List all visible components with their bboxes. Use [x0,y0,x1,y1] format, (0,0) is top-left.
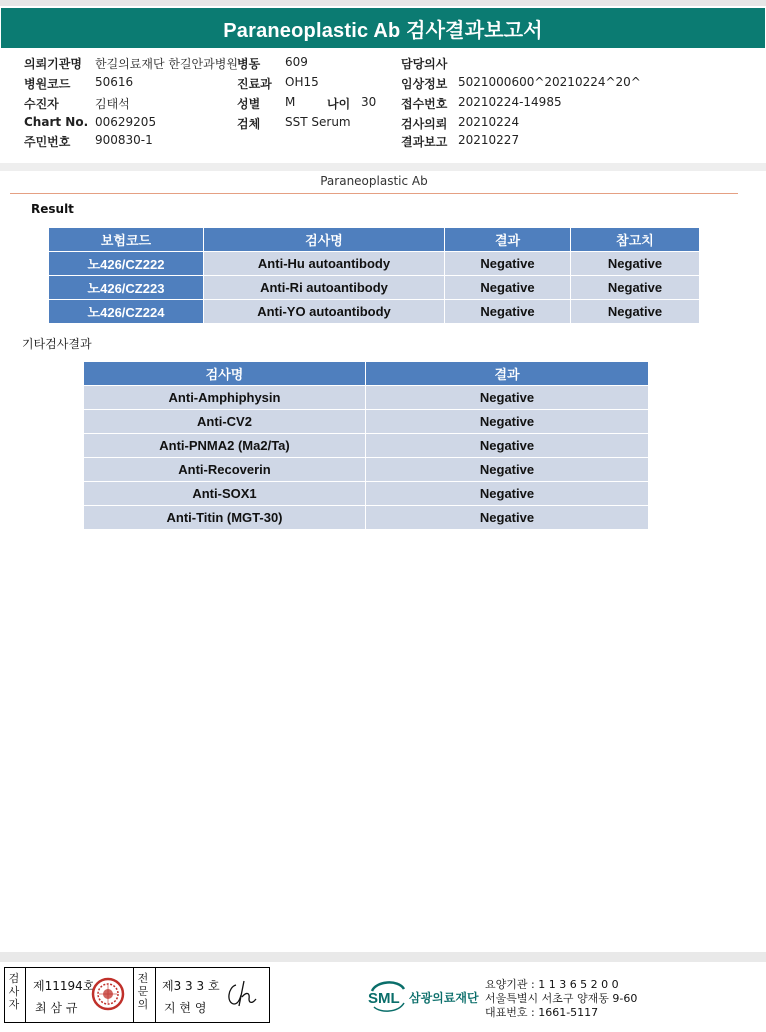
header-reference: 참고치 [571,228,700,252]
specialist-name: 지 현 영 [164,1001,207,1015]
age: 30 [361,95,377,109]
divider [133,968,134,1022]
label-hospital-code: 병원코드 [24,77,71,91]
label-ward: 병동 [237,57,261,71]
section-divider [10,193,738,194]
requesting-institution: 한길의료재단 한길안과병원 [95,57,238,71]
label-requesting-institution: 의뢰기관명 [24,57,82,71]
address: 서울특별시 서초구 양재동 9-60 [485,992,638,1005]
insurance-code: 노426/CZ223 [49,276,204,300]
test-name: Anti-PNMA2 (Ma2/Ta) [84,434,366,458]
inspector-license: 제11194호 [33,979,95,993]
reference-value: Negative [571,300,700,324]
logo-name: 삼광의료재단 [409,991,479,1005]
label-request-date: 검사의뢰 [401,117,448,131]
table-row [49,276,700,300]
logo-mark: SML [368,990,400,1007]
label-resident-number: 주민번호 [24,135,71,149]
table-row [84,506,649,530]
top-strip [0,0,766,6]
test-result: Negative [366,458,649,482]
test-name: Anti-YO autoantibody [204,300,445,324]
resident-number: 900830-1 [95,133,153,147]
test-result: Negative [366,386,649,410]
label-patient-name: 수진자 [24,97,59,111]
test-name: Anti-Ri autoantibody [204,276,445,300]
section-separator [0,163,766,171]
patient-name: 김태석 [95,97,130,111]
label-specimen: 검체 [237,117,261,131]
inspector-title: 검 사 자 [8,972,20,1011]
table-row [49,252,700,276]
test-result: Negative [366,506,649,530]
other-table-header [84,362,649,386]
header-test-name: 검사명 [84,362,366,386]
result-label: Result [31,202,74,216]
other-tests-table [83,361,649,530]
other-tests-label: 기타검사결과 [22,337,92,351]
insurance-code: 노426/CZ224 [49,300,204,324]
receipt-number: 20210224-14985 [458,95,562,109]
label-clinical-info: 임상정보 [401,77,448,91]
test-name: Anti-Amphiphysin [84,386,366,410]
label-sex: 성별 [237,97,261,111]
section-title: Paraneoplastic Ab [320,174,428,188]
report-date: 20210227 [458,133,520,147]
label-age: 나이 [327,97,351,111]
specialist-license: 제3 3 3 호 [162,979,220,993]
institution-number: 요양기관 : 1 1 3 6 5 2 0 0 [485,978,619,991]
test-result: Negative [366,410,649,434]
report-title: Paraneoplastic Ab 검사결과보고서 [1,8,765,48]
test-result: Negative [445,276,571,300]
test-result: Negative [445,300,571,324]
reference-value: Negative [571,276,700,300]
test-result: Negative [366,482,649,506]
sml-logo-icon [366,977,410,1013]
table-row [84,410,649,434]
table-row [84,386,649,410]
reference-value: Negative [571,252,700,276]
test-name: Anti-Hu autoantibody [204,252,445,276]
header-result: 결과 [366,362,649,386]
test-name: Anti-Recoverin [84,458,366,482]
label-department: 진료과 [237,77,272,91]
label-receipt-number: 접수번호 [401,97,448,111]
label-report-date: 결과보고 [401,135,448,149]
table-row [84,434,649,458]
test-result: Negative [366,434,649,458]
header-result: 결과 [445,228,571,252]
test-name: Anti-SOX1 [84,482,366,506]
test-name: Anti-CV2 [84,410,366,434]
specimen: SST Serum [285,115,351,129]
divider [25,968,26,1022]
insurance-code: 노426/CZ222 [49,252,204,276]
hospital-code: 50616 [95,75,134,89]
result-table-header [49,228,700,252]
test-result: Negative [445,252,571,276]
table-row [84,458,649,482]
table-row [84,482,649,506]
table-row [49,300,700,324]
department: OH15 [285,75,319,89]
label-physician: 담당의사 [401,57,448,71]
ward: 609 [285,55,308,69]
sex: M [285,95,296,109]
signature-icon [222,977,262,1011]
chart-no: 00629205 [95,115,157,129]
phone-number: 대표번호 : 1661-5117 [485,1006,599,1019]
specialist-title: 전 문 의 [137,972,149,1011]
test-name: Anti-Titin (MGT-30) [84,506,366,530]
divider [155,968,156,1022]
header-test-name: 검사명 [204,228,445,252]
header-insurance-code: 보험코드 [49,228,204,252]
result-table [48,227,700,324]
official-seal-icon [91,977,125,1011]
clinical-info: 5021000600^20210224^20^ [458,75,641,89]
inspector-name: 최 삼 규 [35,1001,78,1015]
footer-strip [0,952,766,962]
label-chart-no: Chart No. [24,115,89,129]
request-date: 20210224 [458,115,520,129]
